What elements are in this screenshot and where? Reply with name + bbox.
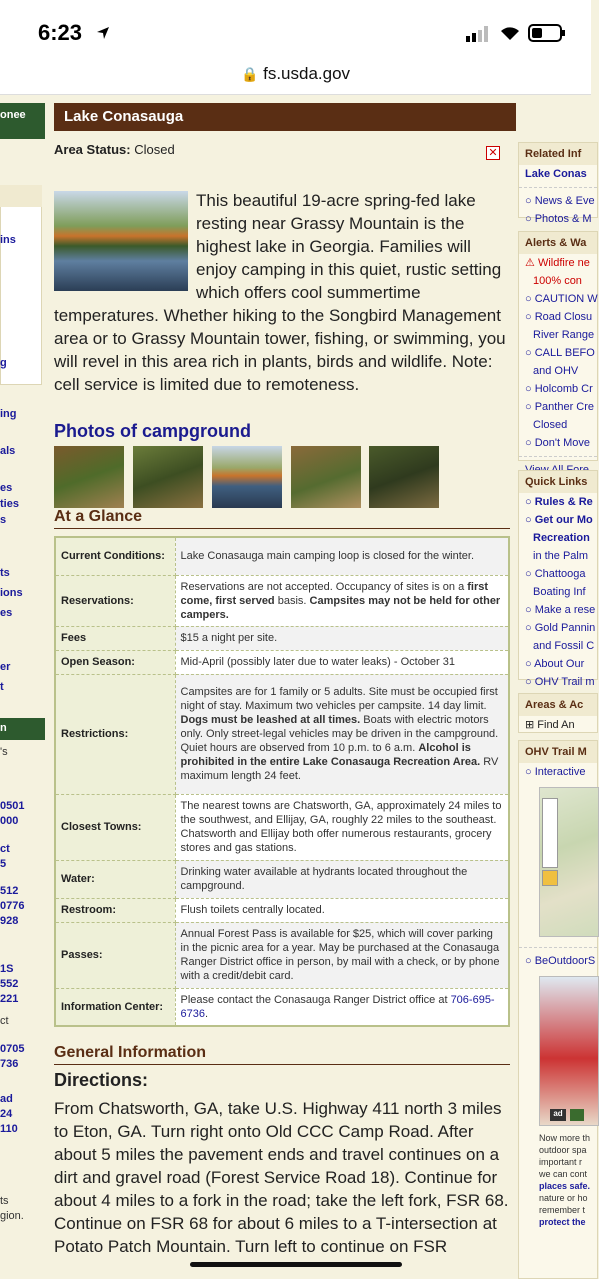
home-indicator[interactable] <box>190 1262 402 1267</box>
left-sidebar-header: onee <box>0 103 45 139</box>
table-row: Restroom: Flush toilets centrally located. <box>55 898 509 922</box>
at-a-glance-heading: At a Glance <box>54 508 510 529</box>
table-row: Reservations: Reservations are not accepted. Occupancy of sites is on a first come, first served basis. Campsites may not be held for other campers. <box>55 575 509 626</box>
alert-link[interactable]: ○ Don't Move <box>525 437 590 449</box>
map-legend-icon <box>542 870 558 886</box>
related-link[interactable]: ○ Photos & M <box>525 213 592 225</box>
left-link[interactable]: t <box>0 681 4 693</box>
table-row: Fees $15 a night per site. <box>55 626 509 650</box>
directions-text: From Chatsworth, GA, take U.S. Highway 411 north 3 miles to Eton, GA. Turn right onto Old CCC Camp Road. After about 5 miles the pavement ends and travel continues on a dirt and gravel road (Forest Service Road 18). Continue for about 4 miles to a fork in the road; take the left fork, FSR 68. Continue on FSR 68 for about 6 miles to a T-intersection at Potato Patch Mountain. Turn left to continue on FSR <box>54 1099 509 1256</box>
table-row: Closest Towns: The nearest towns are Chatsworth, GA, approximately 24 miles to the southwest, and Ellijay, GA, roughly 22 miles to the southeast. Chatsworth and Ellijay both offer numerous restaurants, grocery stores and gas stations. <box>55 794 509 860</box>
alert-link[interactable]: ○ Panther Cre <box>525 401 595 413</box>
alert-link[interactable]: ⚠ Wildfire ne <box>525 257 590 269</box>
left-link[interactable]: ing <box>0 408 17 420</box>
left-link[interactable]: s <box>0 514 7 526</box>
warning-icon: ⚠ <box>525 257 535 269</box>
areas-activities-box: Areas & Ac ⊞ Find An <box>518 693 598 733</box>
quick-link[interactable]: ○ Rules & Re <box>525 496 593 508</box>
beoutdoor-link[interactable]: ○ BeOutdoorS <box>525 955 596 967</box>
campground-photo[interactable] <box>291 446 361 508</box>
map-toolbar-icon <box>542 798 558 868</box>
left-link[interactable]: g <box>0 357 7 369</box>
lock-icon: 🔒 <box>240 66 259 82</box>
quick-links-box: Quick Links ○ Rules & Re ○ Get our Mo Recreation in the Palm ○ Chattooga Boating Inf ○ Make a rese ○ Gold Pannin and Fossil C ○ About Our ○ OHV Trail m <box>518 470 598 680</box>
beoutdoor-caption: Now more th outdoor spa important r we can cont places safe. nature or ho remember t protect the <box>539 1133 591 1227</box>
closed-icon: ✕ <box>486 146 500 160</box>
battery-icon <box>528 24 566 42</box>
photos-heading[interactable]: Photos of campground <box>54 421 251 441</box>
address-bar[interactable] <box>0 60 591 95</box>
general-information-heading: General Information <box>54 1044 510 1065</box>
quick-link[interactable]: ○ Get our Mo <box>525 514 593 526</box>
left-link[interactable]: er <box>0 661 11 673</box>
ohv-map-thumbnail[interactable] <box>539 787 599 937</box>
quick-link[interactable]: ○ Chattooga <box>525 568 586 580</box>
quick-link[interactable]: ○ Make a rese <box>525 604 596 616</box>
table-row: Restrictions: Campsites are for 1 family or 5 adults. Site must be occupied first night of stay. Maximum two vehicles per campsite. 14 day limit. Dogs must be leashed at all times. Boats with electric motors only. Only street-legal vehicles may be driven in the campground. Quiet hours are observed from 10 p.m. to 6 a.m. Alcohol is prohibited in the entire Lake Conasauga Recreation Area. RV maximum length 24 feet. <box>55 674 509 794</box>
expand-icon: ⊞ <box>525 719 535 731</box>
ad-council-logo: ad <box>550 1109 566 1121</box>
url-text: fs.usda.gov <box>263 64 351 83</box>
phone-link[interactable]: 706-695-6736 <box>180 993 495 1020</box>
campground-photo[interactable] <box>54 446 124 508</box>
related-link[interactable]: Lake Conas <box>525 168 587 180</box>
related-link[interactable]: ○ News & Eve <box>525 195 595 207</box>
left-link[interactable]: ions <box>0 587 23 599</box>
area-status <box>54 142 175 157</box>
right-sidebar <box>516 140 598 1279</box>
alert-link[interactable]: ○ Road Closu <box>525 311 593 323</box>
table-row: Current Conditions: Lake Conasauga main camping loop is closed for the winter. <box>55 537 509 575</box>
left-link[interactable]: ts <box>0 567 10 579</box>
page-title: Lake Conasauga <box>54 103 516 131</box>
table-row: Water: Drinking water available at hydrants located throughout the campground. <box>55 860 509 898</box>
area-status-label: Area Status: <box>54 142 131 157</box>
left-link[interactable]: als <box>0 445 16 457</box>
clock: 6:23 <box>38 20 83 45</box>
alerts-box: Alerts & Wa ⚠ Wildfire ne 100% con ○ CAUTION W ○ Road Closu River Range ○ CALL BEFO and OHV ○ Holcomb Cr ○ Panther Cre Closed ○ Don't Move <box>518 231 598 461</box>
table-row: Passes: Annual Forest Pass is available for $25, which will cover parking in the picnic area for a year. May be purchased at the Conasauga Ranger District office in person, by mail with a check, or by phone with a credit/debit card. <box>55 922 509 988</box>
left-link[interactable]: es <box>0 607 13 619</box>
area-status-value: Closed <box>134 142 175 157</box>
left-link[interactable]: ties <box>0 498 19 510</box>
beoutdoor-photo[interactable] <box>539 976 599 1126</box>
table-row: Information Center: Please contact the Conasauga Ranger District office at 706-695-6736. <box>55 988 509 1026</box>
cellular-signal-icon <box>466 26 492 42</box>
wifi-icon <box>499 24 521 42</box>
related-info-box: Related Inf Lake Conas ○ News & Eve ○ Photos & M <box>518 142 598 218</box>
left-link[interactable]: ins <box>0 234 16 246</box>
left-sidebar-box <box>0 185 42 385</box>
description-text: This beautiful 19-acre spring-fed lake resting near Grassy Mountain is the highest lake in Georgia. Families will enjoy camping in this quiet, rustic setting which offers cool summertime temperatures. Whether hiking to the Songbird Management area or to Grassy Mountain tower, fishing, or swimming, you will revel in this area rich in plants, birds and wildlife. Note: cell service is limited due to remoteness. <box>54 191 506 394</box>
interactive-map-link[interactable]: ○ Interactive <box>525 766 586 778</box>
campground-photo[interactable] <box>212 446 282 508</box>
left-link[interactable]: es <box>0 482 13 494</box>
forest-service-logo <box>570 1109 584 1121</box>
lake-photo[interactable] <box>54 191 188 291</box>
quick-link[interactable]: ○ About Our <box>525 658 585 670</box>
ohv-trail-box: OHV Trail M ○ Interactive ○ BeOutdoorS ad Now more th outdoor spa important r we can cont places safe. nature or ho remember t protect the <box>518 740 598 1279</box>
quick-link[interactable]: ○ OHV Trail m <box>525 676 595 688</box>
table-row: Open Season: Mid-April (possibly later due to water leaks) - October 31 <box>55 650 509 674</box>
status-bar <box>0 0 591 60</box>
quick-link[interactable]: ○ Gold Pannin <box>525 622 596 634</box>
campground-photo[interactable] <box>133 446 203 508</box>
campground-photo[interactable] <box>369 446 439 508</box>
location-arrow-icon <box>96 26 110 40</box>
directions-heading: Directions: <box>54 1070 149 1090</box>
area-description <box>54 189 512 396</box>
left-sidebar: onee ins g ing als es ties s ts ions es er t n 's 0501 000 ct 5 512 0776 928 1S 552 221 ct 0705 736 ad 24 110 ts gion. <box>0 95 45 1279</box>
alert-link[interactable]: ○ CAUTION W <box>525 293 598 305</box>
at-a-glance-table <box>54 536 510 1027</box>
find-area-toggle[interactable]: ⊞ Find An <box>525 719 575 731</box>
alert-link[interactable]: ○ CALL BEFO <box>525 347 595 359</box>
alert-link[interactable]: ○ Holcomb Cr <box>525 383 593 395</box>
